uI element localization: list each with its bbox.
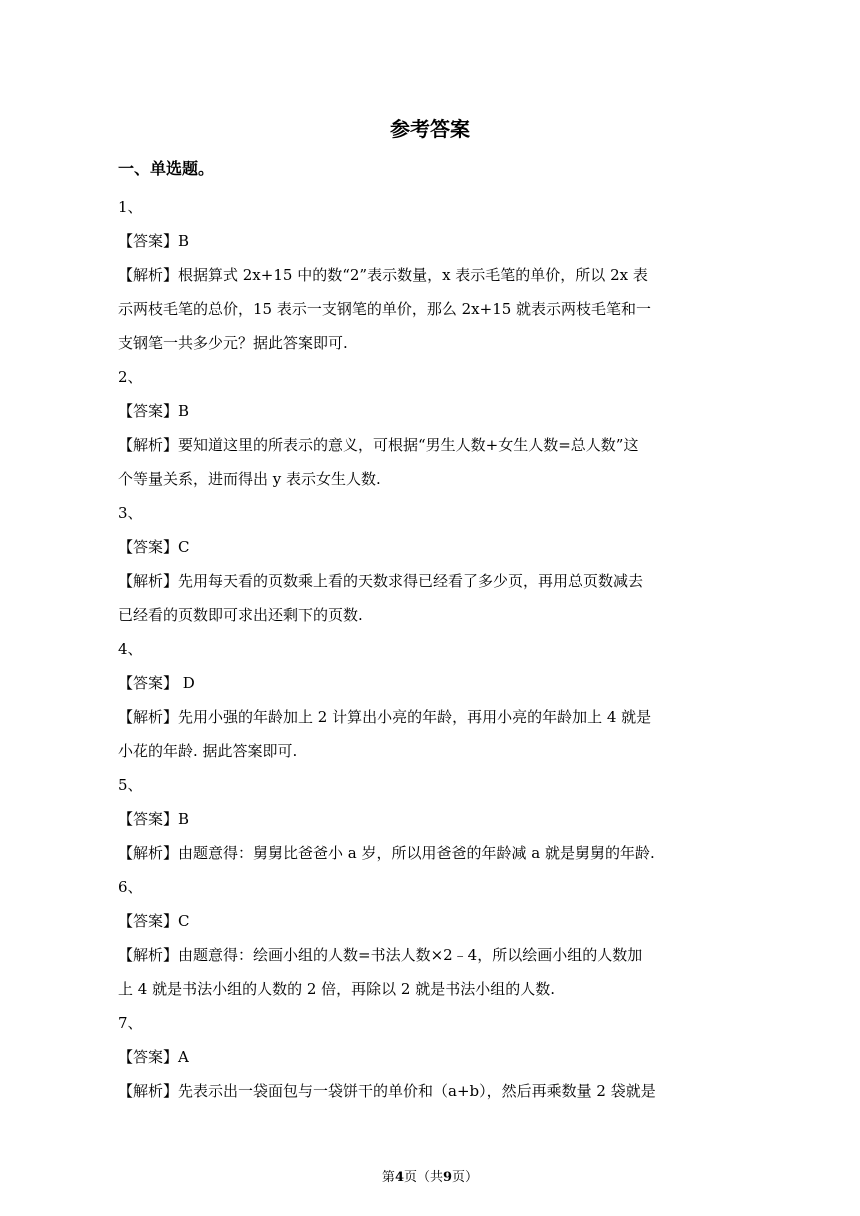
explanation-line: 【解析】先用每天看的页数乘上看的天数求得已经看了多少页，再用总页数减去 bbox=[118, 572, 644, 590]
footer-prefix: 第 bbox=[381, 1170, 395, 1185]
explanation-line: 个等量关系，进而得出 y 表示女生人数. bbox=[118, 470, 381, 488]
answer-item bbox=[118, 632, 740, 768]
question-number: 1、 bbox=[118, 198, 143, 216]
explanation-line: 【解析】由题意得：绘画小组的人数=书法人数×2﹣4，所以绘画小组的人数加 bbox=[118, 946, 643, 964]
footer-total-pages: 9 bbox=[443, 1170, 453, 1185]
explanation-line: 【解析】要知道这里的所表示的意义，可根据“男生人数+女生人数=总人数”这 bbox=[118, 436, 639, 454]
answer-item bbox=[118, 870, 740, 1006]
explanation-line: 支钢笔一共多少元？据此答案即可. bbox=[118, 334, 348, 352]
explanation-line: 【解析】先表示出一袋面包与一袋饼干的单价和（a+b），然后再乘数量 2 袋就是 bbox=[118, 1082, 656, 1100]
section-heading: 一、单选题。 bbox=[118, 159, 215, 178]
explanation-line: 小花的年龄. 据此答案即可. bbox=[118, 742, 298, 760]
answer-line: 【答案】C bbox=[118, 912, 190, 930]
question-number: 7、 bbox=[118, 1014, 143, 1032]
answer-line: 【答案】B bbox=[118, 402, 190, 420]
page-footer bbox=[0, 1168, 860, 1188]
answer-line: 【答案】B bbox=[118, 810, 190, 828]
answer-item bbox=[118, 496, 740, 632]
explanation-line: 【解析】由题意得：舅舅比爸爸小 a 岁，所以用爸爸的年龄减 a 就是舅舅的年龄. bbox=[118, 844, 655, 862]
question-number: 5、 bbox=[118, 776, 143, 794]
footer-suffix: 页） bbox=[452, 1170, 479, 1185]
footer-mid: 页（共 bbox=[403, 1170, 443, 1185]
answer-line: 【答案】B bbox=[118, 232, 190, 250]
question-number: 2、 bbox=[118, 368, 143, 386]
answer-line: 【答案】 D bbox=[118, 674, 195, 692]
answer-item bbox=[118, 360, 740, 496]
explanation-line: 上 4 就是书法小组的人数的 2 倍，再除以 2 就是书法小组的人数. bbox=[118, 980, 556, 998]
page-title: 参考答案 bbox=[390, 117, 470, 141]
answer-item bbox=[118, 190, 740, 360]
question-number: 4、 bbox=[118, 640, 143, 658]
question-number: 6、 bbox=[118, 878, 143, 896]
answer-line: 【答案】A bbox=[118, 1048, 189, 1066]
explanation-line: 示两枝毛笔的总价，15 表示一支钢笔的单价，那么 2x+15 就表示两枝毛笔和一 bbox=[118, 300, 652, 318]
answer-item bbox=[118, 1006, 740, 1108]
answer-line: 【答案】C bbox=[118, 538, 190, 556]
answer-list bbox=[118, 190, 740, 1108]
answer-item bbox=[118, 768, 740, 870]
footer-page-number: 4 bbox=[394, 1170, 404, 1185]
question-number: 3、 bbox=[118, 504, 143, 522]
explanation-line: 已经看的页数即可求出还剩下的页数. bbox=[118, 606, 363, 624]
explanation-line: 【解析】根据算式 2x+15 中的数“2”表示数量，x 表示毛笔的单价，所以 2x 表 bbox=[118, 266, 648, 284]
explanation-line: 【解析】先用小强的年龄加上 2 计算出小亮的年龄，再用小亮的年龄加上 4 就是 bbox=[118, 708, 652, 726]
